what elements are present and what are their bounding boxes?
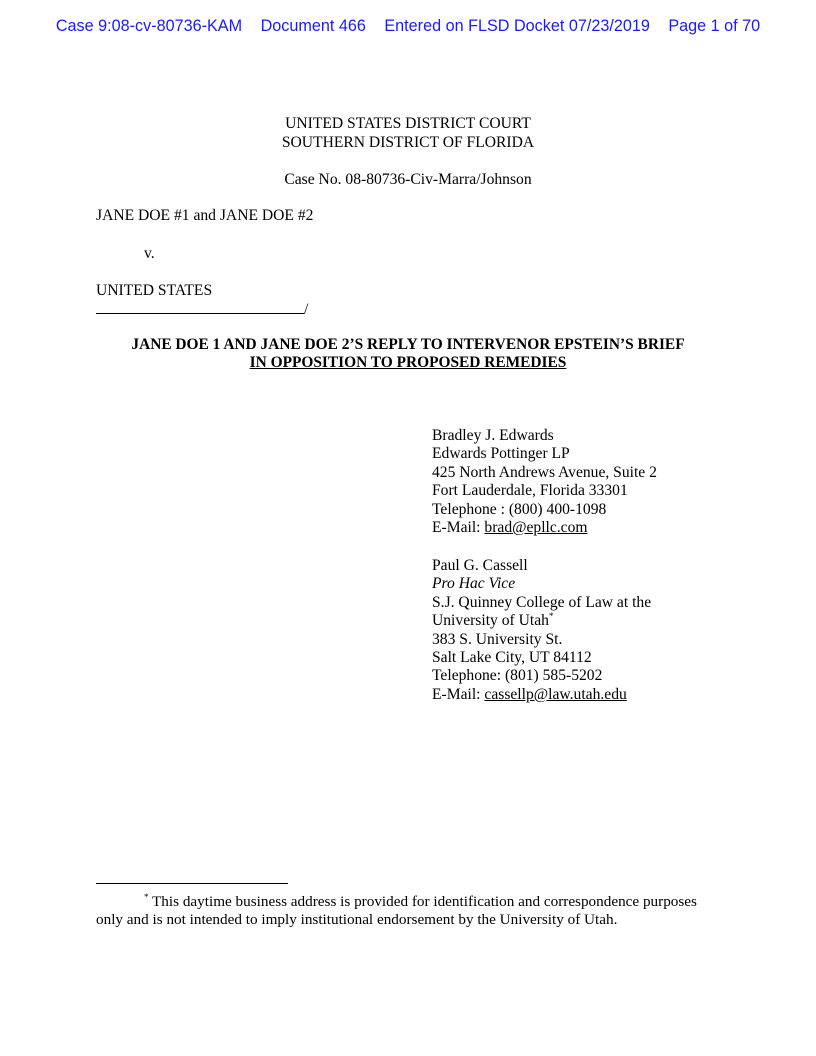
counsel-firm: Edwards Pottinger LP xyxy=(432,445,570,463)
footnote xyxy=(96,893,736,929)
footnote-separator xyxy=(96,883,288,884)
counsel-address-2: Fort Lauderdale, Florida 33301 xyxy=(432,482,628,500)
email-label: E-Mail: xyxy=(432,685,485,703)
case-number: Case No. 08-80736-Civ-Marra/Johnson xyxy=(284,171,532,188)
email-link[interactable]: cassellp@law.utah.edu xyxy=(484,685,627,703)
caption-underline xyxy=(96,299,304,314)
counsel-name: Paul G. Cassell xyxy=(432,557,528,574)
counsel-institution-1: S.J. Quinney College of Law at the xyxy=(432,593,652,611)
caption-slash: / xyxy=(304,301,309,318)
document-title xyxy=(0,336,816,372)
header-document-number: Document 466 xyxy=(260,17,366,35)
counsel-email-row xyxy=(432,519,657,537)
docket-header-stamp xyxy=(0,17,816,36)
counsel-phone: Telephone: (801) 585-5202 xyxy=(432,667,603,685)
caption-line xyxy=(96,299,308,319)
counsel-block-edwards xyxy=(432,427,657,537)
defendant: UNITED STATES xyxy=(96,282,213,299)
court-line-1: UNITED STATES DISTRICT COURT xyxy=(285,115,531,132)
email-label: E-Mail: xyxy=(432,519,485,537)
counsel-block-cassell xyxy=(432,557,651,704)
counsel-email-row xyxy=(432,686,651,704)
footnote-text-1: This daytime business address is provided for identification and correspondence purposes xyxy=(148,893,697,910)
email-link[interactable]: brad@epllc.com xyxy=(484,519,588,537)
plaintiffs: JANE DOE #1 and JANE DOE #2 xyxy=(96,207,314,224)
counsel-institution-2: University of Utah xyxy=(432,612,549,630)
footnote-line-1 xyxy=(96,893,736,911)
counsel-name: Bradley J. Edwards xyxy=(432,427,554,444)
counsel-address-2: Salt Lake City, UT 84112 xyxy=(432,649,592,667)
footnote-reference[interactable]: * xyxy=(548,611,554,622)
court-name xyxy=(0,114,816,152)
header-page-number: Page 1 of 70 xyxy=(668,17,761,35)
counsel-phone: Telephone : (800) 400-1098 xyxy=(432,500,607,518)
counsel-institution-2-row xyxy=(432,612,651,630)
header-entered-date: Entered on FLSD Docket 07/23/2019 xyxy=(384,17,650,35)
header-case-number: Case 9:08-cv-80736-KAM xyxy=(55,17,243,35)
title-line-1: JANE DOE 1 AND JANE DOE 2’S REPLY TO INTERVENOR EPSTEIN’S BRIEF xyxy=(131,336,685,353)
counsel-address-1: 383 S. University St. xyxy=(432,630,563,648)
counsel-address-1: 425 North Andrews Avenue, Suite 2 xyxy=(432,463,657,481)
title-line-2: IN OPPOSITION TO PROPOSED REMEDIES xyxy=(249,354,567,371)
footnote-mark: * xyxy=(144,891,149,902)
court-line-2: SOUTHERN DISTRICT OF FLORIDA xyxy=(281,134,535,151)
versus: v. xyxy=(144,245,155,262)
footnote-line-2: only and is not intended to imply institutional endorsement by the University of Utah. xyxy=(96,911,618,928)
counsel-status: Pro Hac Vice xyxy=(432,575,516,593)
